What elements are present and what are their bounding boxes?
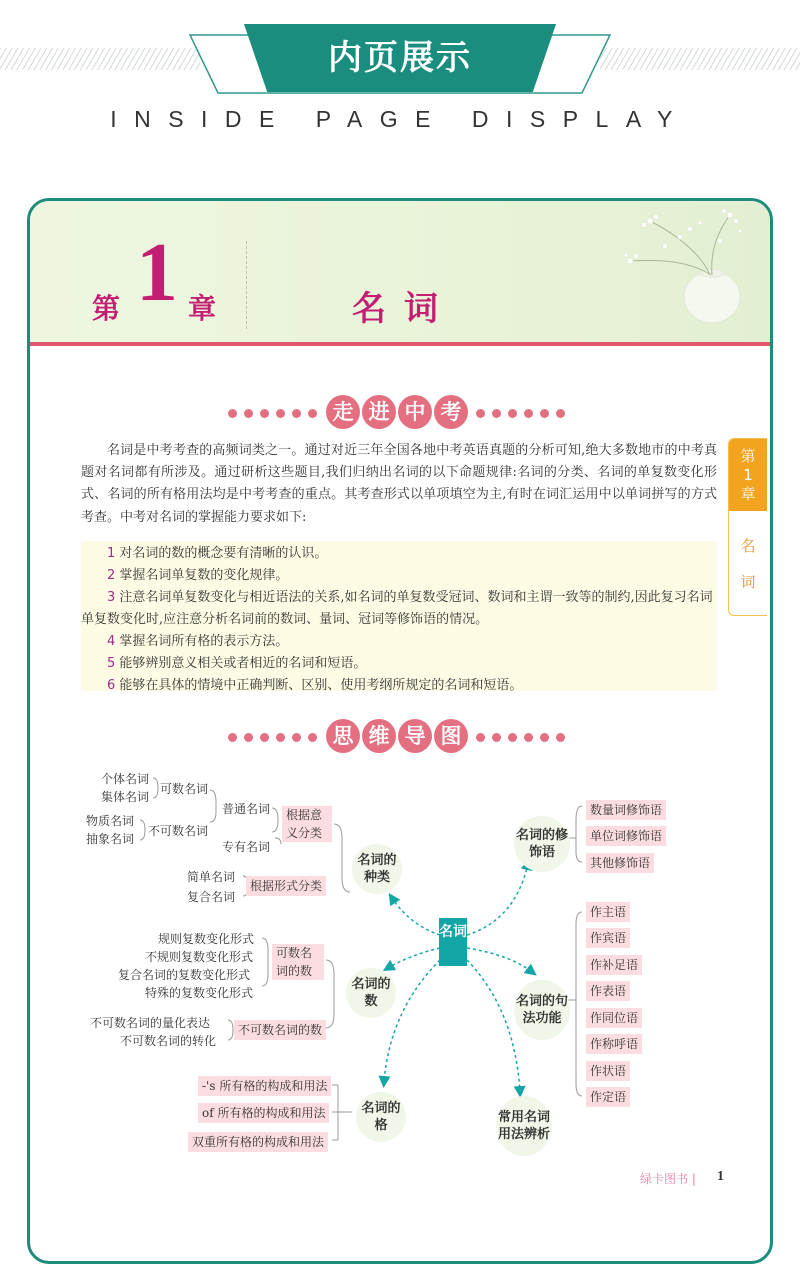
footer-brand: 绿卡图书 | xyxy=(640,1172,696,1186)
chapter-suffix: 章 xyxy=(188,292,217,325)
mm-uncountable-quantity: 不可数名词的量化表达 xyxy=(90,1016,211,1030)
requirement-item: 3 注意名词单复数变化与相近语法的关系,如名词的单复数受冠词、数词和主谓一致等的制约,因此复习名词单复数变化时,应注意分析名词前的数词、量词、冠词等修饰语的情况。 xyxy=(81,590,713,627)
requirement-item: 4 掌握名词所有格的表示方法。 xyxy=(107,634,289,649)
mm-node-functions: 名词的句法功能 xyxy=(514,980,570,1040)
mm-material-noun: 物质名词 xyxy=(86,814,135,828)
mm-irregular-plural: 不规则复数变化形式 xyxy=(145,950,254,964)
section-char: 中 xyxy=(398,395,432,429)
mm-uncountable-noun: 不可数名词 xyxy=(148,824,209,838)
mm-function-item: 作宾语 xyxy=(586,928,630,948)
mm-simple-noun: 简单名词 xyxy=(187,870,236,884)
section-char: 考 xyxy=(434,395,468,429)
mm-node-modifiers: 名词的修饰语 xyxy=(514,816,570,872)
mm-node-usage: 常用名词用法辨析 xyxy=(496,1096,552,1156)
mm-node-kinds: 名词的种类 xyxy=(352,844,402,894)
mm-function-item: 作同位语 xyxy=(586,1008,642,1028)
mm-uncountable-conversion: 不可数名词的转化 xyxy=(120,1034,217,1048)
page-number: 1 xyxy=(717,1169,724,1184)
mm-compound-noun: 复合名词 xyxy=(187,890,236,904)
mm-countable-noun: 可数名词 xyxy=(160,782,209,796)
header-subtitle: INSIDE PAGE DISPLAY xyxy=(110,106,690,132)
mm-function-item: 作称呼语 xyxy=(586,1034,642,1054)
section-char: 进 xyxy=(362,395,396,429)
section-char: 思 xyxy=(326,719,360,753)
mm-proper-noun: 专有名词 xyxy=(222,840,271,854)
mm-regular-plural: 规则复数变化形式 xyxy=(158,932,255,946)
mm-function-item: 作补足语 xyxy=(586,955,642,975)
chapter-title: 名词 xyxy=(352,289,456,329)
chapter-number: 1 xyxy=(136,226,178,319)
mm-function-item: 作主语 xyxy=(586,902,630,922)
header-title: 内页展示 xyxy=(328,38,472,78)
mm-modifier-item: 单位词修饰语 xyxy=(586,826,666,846)
side-tab-name: 名 xyxy=(740,537,756,555)
requirement-item: 2 掌握名词单复数的变化规律。 xyxy=(107,568,289,583)
side-tab-name: 词 xyxy=(740,573,756,591)
mm-uncountable-number: 不可数名词的数 xyxy=(234,1020,326,1040)
section-char: 导 xyxy=(398,719,432,753)
mm-modifier-item: 数量词修饰语 xyxy=(586,800,666,820)
section-char: 维 xyxy=(362,719,396,753)
section-char: 走 xyxy=(326,395,360,429)
mm-by-form: 根据形式分类 xyxy=(246,876,326,896)
requirement-item: 1 对名词的数的概念要有清晰的认识。 xyxy=(107,546,328,561)
mm-countable-number: 可数名词的数 xyxy=(272,944,324,980)
mm-s-possessive: -'s 所有格的构成和用法 xyxy=(198,1076,331,1096)
mm-node-possessive: 名词的格 xyxy=(356,1092,406,1142)
mm-special-plural: 特殊的复数变化形式 xyxy=(145,986,254,1000)
mm-function-item: 作表语 xyxy=(586,981,630,1001)
mm-center-node: 名词 xyxy=(439,918,467,966)
mm-double-possessive: 双重所有格的构成和用法 xyxy=(188,1132,328,1152)
section-char: 图 xyxy=(434,719,468,753)
mm-collective-noun: 集体名词 xyxy=(101,790,150,804)
mm-common-noun: 普通名词 xyxy=(222,802,271,816)
mm-abstract-noun: 抽象名词 xyxy=(86,832,135,846)
intro-paragraph: 名词是中考考查的高频词类之一。通过对近三年全国各地中考英语真题的分析可知,绝大多数地市的中考真题对名词都有所涉及。通过研析这些题目,我们归纳出名词的以下命题规律:名词的分类、名词的单复数变化形式、名词的所有格用法均是中考考查的重点。其考查形式以单项填空为主,有时在词汇运用中以单词拼写的方式考查。中考对名词的掌握能力要求如下: xyxy=(81,443,717,525)
requirement-item: 6 能够在具体的情境中正确判断、区别、使用考纲所规定的名词和短语。 xyxy=(107,678,523,693)
mm-function-item: 作状语 xyxy=(586,1061,630,1081)
mm-of-possessive: of 所有格的构成和用法 xyxy=(198,1103,329,1123)
mm-modifier-item: 其他修饰语 xyxy=(586,853,654,873)
chapter-prefix: 第 xyxy=(92,292,121,325)
mm-compound-plural: 复合名词的复数变化形式 xyxy=(118,968,251,982)
side-tab-chapter: 第 1 章 xyxy=(729,439,767,511)
mm-function-item: 作定语 xyxy=(586,1087,630,1107)
mm-individual-noun: 个体名词 xyxy=(101,772,150,786)
mm-node-number: 名词的数 xyxy=(346,968,396,1018)
requirement-item: 5 能够辨别意义相关或者相近的名词和短语。 xyxy=(107,656,367,671)
mm-by-meaning: 根据意义分类 xyxy=(282,806,332,842)
